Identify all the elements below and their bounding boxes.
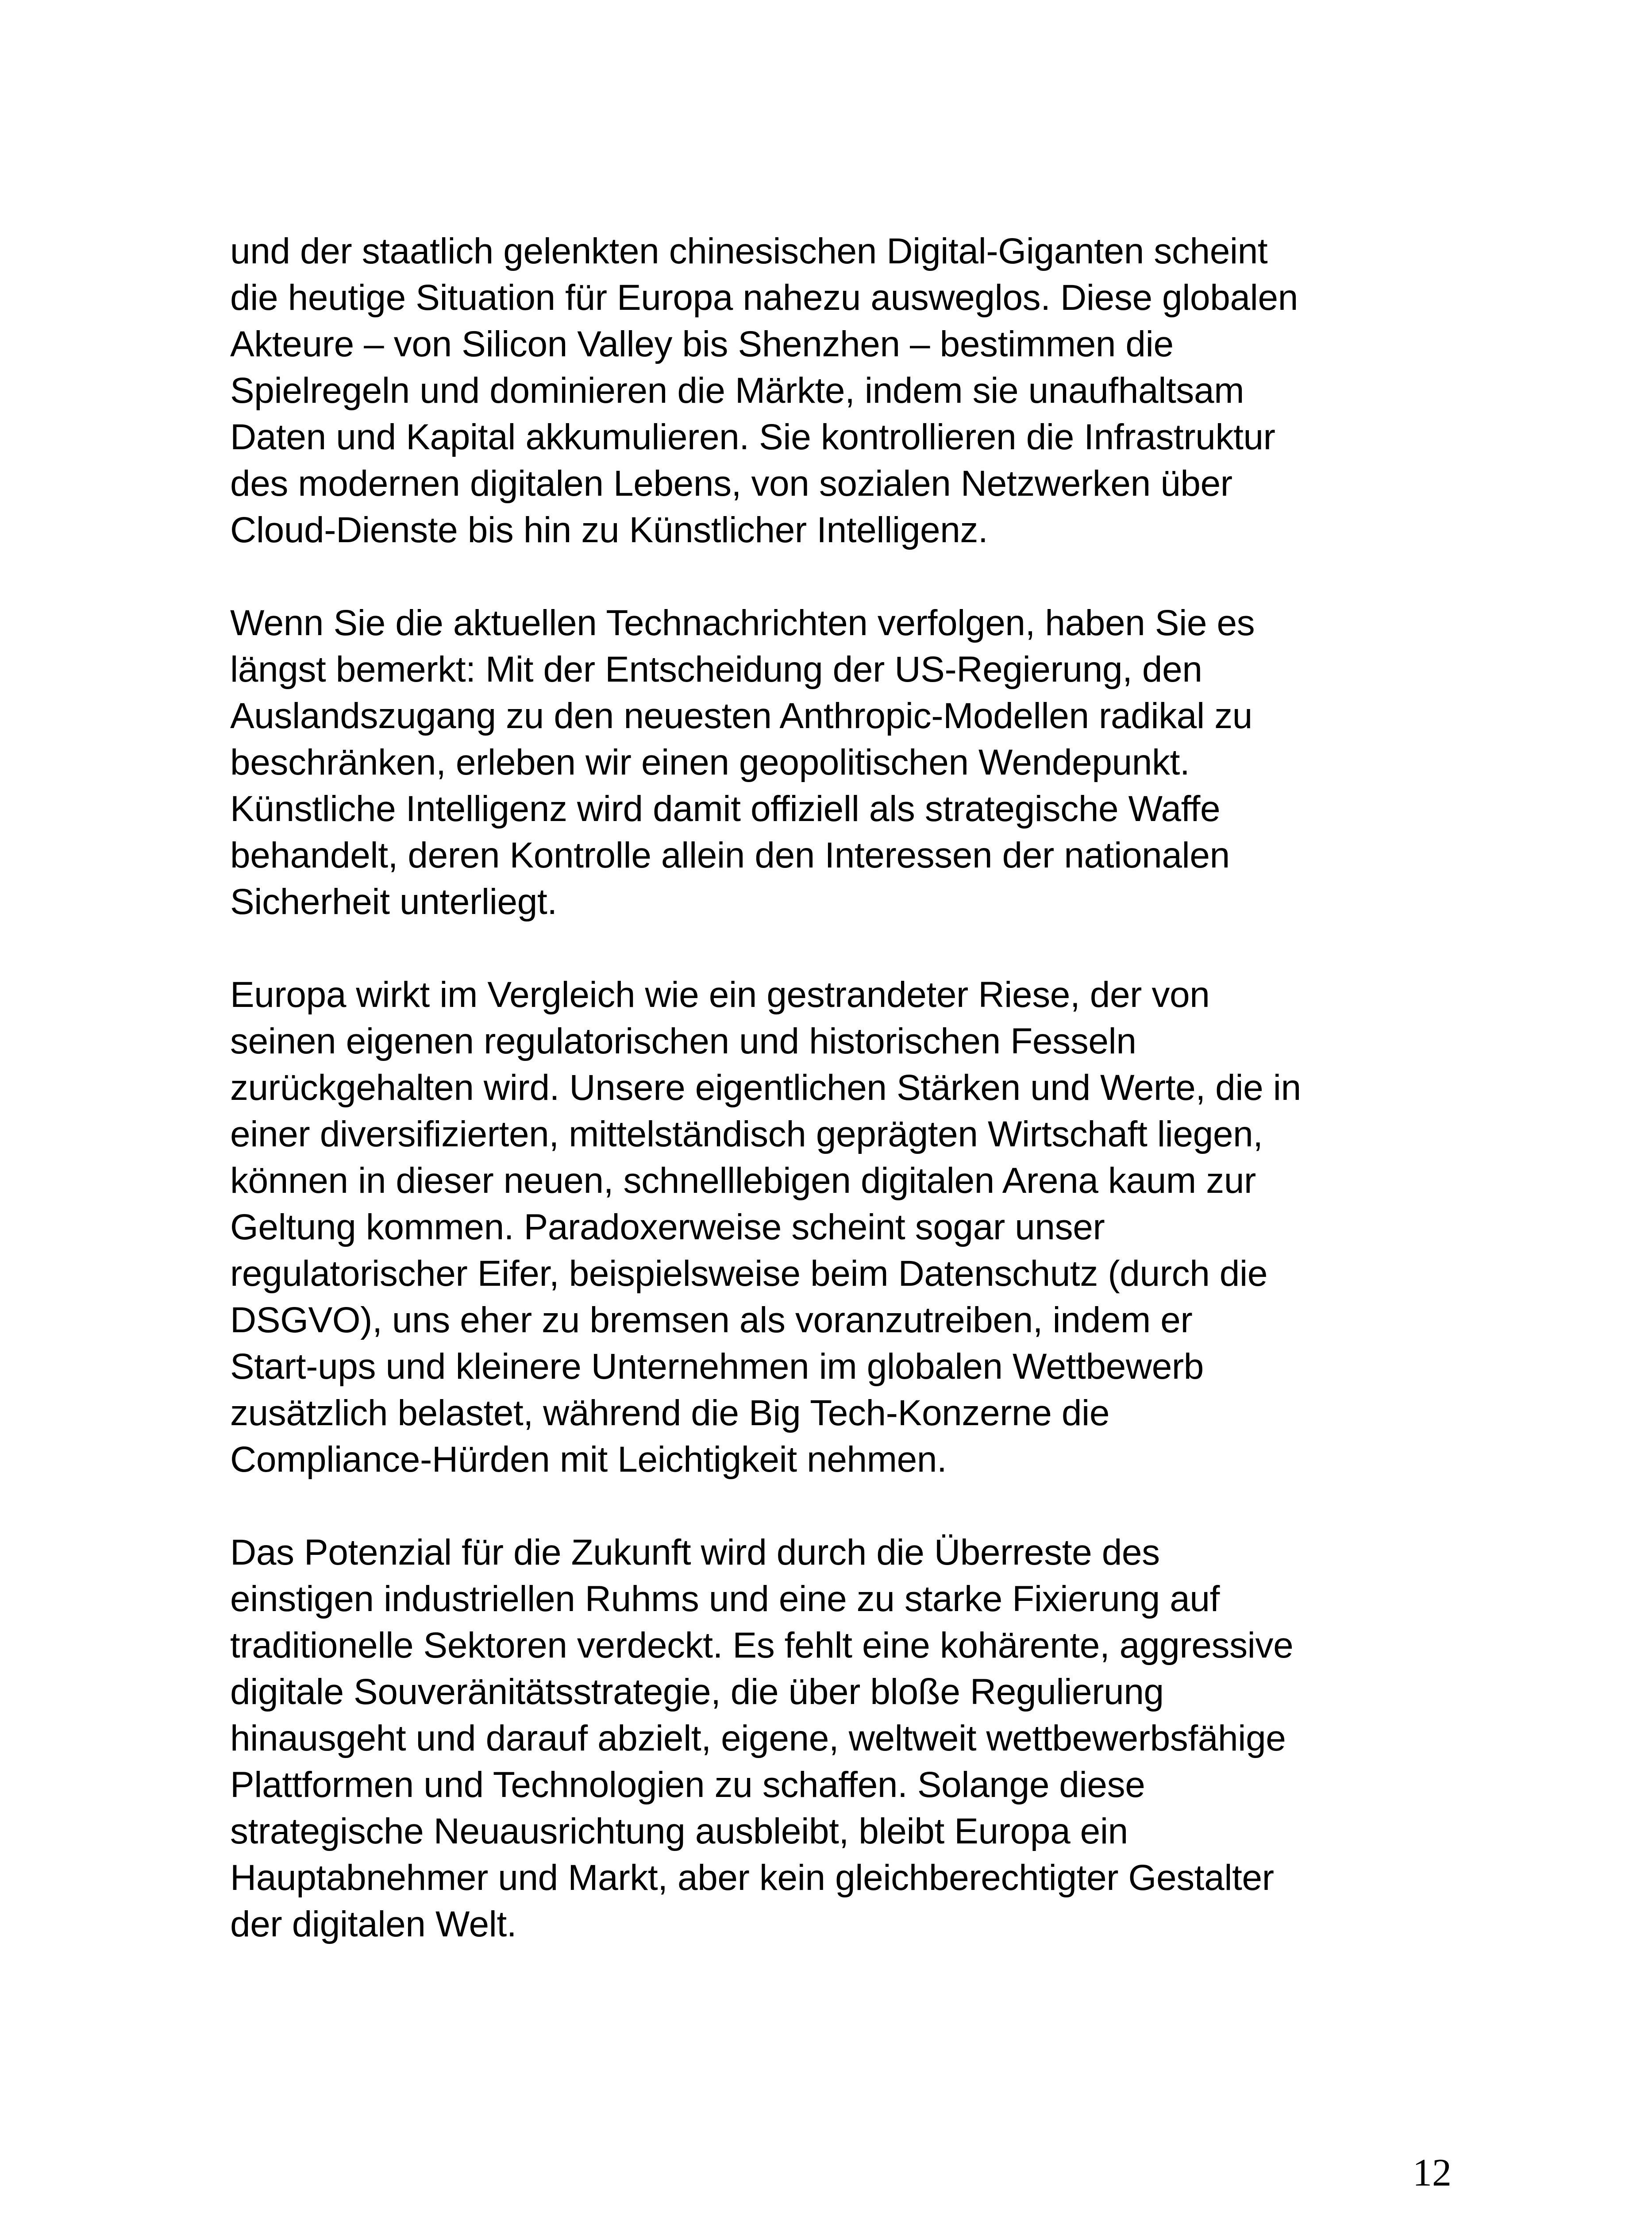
text-line: Geltung kommen. Paradoxerweise scheint sogar unser xyxy=(230,1207,1105,1247)
text-line: Wenn Sie die aktuellen Technachrichten verfolgen, haben Sie es xyxy=(230,603,1255,643)
text-line: strategische Neuausrichtung ausbleibt, bleibt Europa ein xyxy=(230,1811,1128,1851)
text-line: seinen eigenen regulatorischen und historischen Fesseln xyxy=(230,1021,1136,1061)
paragraph-3 xyxy=(230,972,1443,1483)
text-line: Compliance-Hürden mit Leichtigkeit nehmen. xyxy=(230,1439,947,1480)
text-line: Europa wirkt im Vergleich wie ein gestrandeter Riese, der von xyxy=(230,975,1210,1015)
text-line: können in dieser neuen, schnelllebigen digitalen Arena kaum zur xyxy=(230,1160,1256,1201)
paragraph-4 xyxy=(230,1529,1443,1947)
text-line: hinausgeht und darauf abzielt, eigene, weltweit wettbewerbsfähige xyxy=(230,1718,1286,1758)
text-line: längst bemerkt: Mit der Entscheidung der US-Regierung, den xyxy=(230,649,1202,690)
text-line: Daten und Kapital akkumulieren. Sie kontrollieren die Infrastruktur xyxy=(230,417,1275,457)
text-line: Sicherheit unterliegt. xyxy=(230,882,557,922)
text-line: der digitalen Welt. xyxy=(230,1904,517,1944)
text-line: Hauptabnehmer und Markt, aber kein gleichberechtigter Gestalter xyxy=(230,1858,1274,1898)
text-line: digitale Souveränitätsstrategie, die über bloße Regulierung xyxy=(230,1672,1164,1712)
text-line: einer diversifizierten, mittelständisch geprägten Wirtschaft liegen, xyxy=(230,1114,1263,1154)
text-line: Spielregeln und dominieren die Märkte, indem sie unaufhaltsam xyxy=(230,370,1244,411)
text-line: Das Potenzial für die Zukunft wird durch die Überreste des xyxy=(230,1532,1160,1573)
text-line: Auslandszugang zu den neuesten Anthropic-Modellen radikal zu xyxy=(230,696,1252,736)
paragraph-2 xyxy=(230,600,1443,925)
text-line: DSGVO), uns eher zu bremsen als voranzutreiben, indem er xyxy=(230,1300,1193,1340)
page-number: 12 xyxy=(1413,2151,1452,2194)
text-line: des modernen digitalen Lebens, von sozialen Netzwerken über xyxy=(230,463,1232,504)
text-line: beschränken, erleben wir einen geopolitischen Wendepunkt. xyxy=(230,742,1190,783)
text-line: die heutige Situation für Europa nahezu ausweglos. Diese globalen xyxy=(230,278,1298,318)
text-line: traditionelle Sektoren verdeckt. Es fehlt eine kohärente, aggressive xyxy=(230,1625,1294,1666)
text-line: einstigen industriellen Ruhms und eine zu starke Fixierung auf xyxy=(230,1579,1220,1619)
text-line: und der staatlich gelenkten chinesischen Digital-Giganten scheint xyxy=(230,231,1268,271)
text-line: regulatorischer Eifer, beispielsweise beim Datenschutz (durch die xyxy=(230,1253,1268,1294)
text-line: Start-ups und kleinere Unternehmen im globalen Wettbewerb xyxy=(230,1346,1204,1387)
text-line: Plattformen und Technologien zu schaffen. Solange diese xyxy=(230,1765,1145,1805)
paragraph-1 xyxy=(230,228,1443,553)
text-line: zurückgehalten wird. Unsere eigentlichen Stärken und Werte, die in xyxy=(230,1068,1301,1108)
body-text xyxy=(230,228,1443,1994)
text-line: Akteure – von Silicon Valley bis Shenzhen – bestimmen die xyxy=(230,324,1174,364)
text-line: zusätzlich belastet, während die Big Tech-Konzerne die xyxy=(230,1393,1110,1433)
text-line: Künstliche Intelligenz wird damit offiziell als strategische Waffe xyxy=(230,789,1221,829)
text-line: behandelt, deren Kontrolle allein den Interessen der nationalen xyxy=(230,835,1230,875)
text-line: Cloud-Dienste bis hin zu Künstlicher Intelligenz. xyxy=(230,510,988,550)
